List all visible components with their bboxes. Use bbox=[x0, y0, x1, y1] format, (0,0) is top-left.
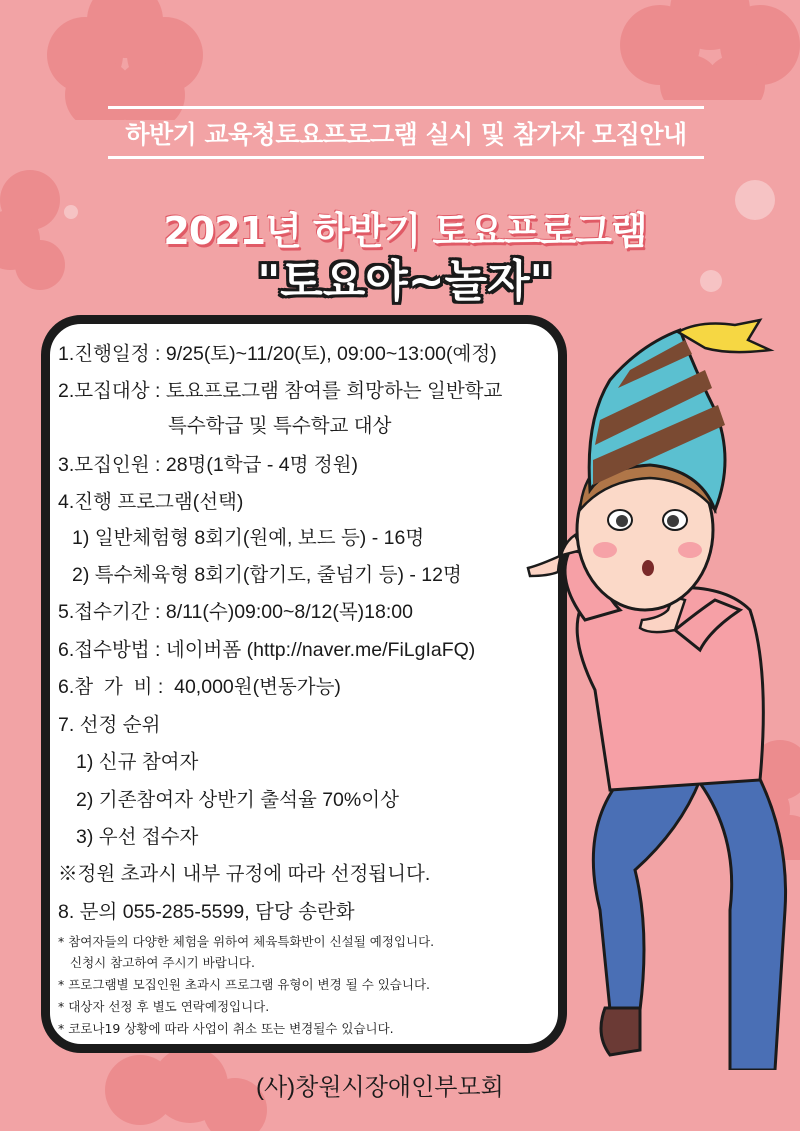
header-top-rule bbox=[108, 106, 704, 109]
fee-line: 6.참 가 비 : 40,000원(변동가능) bbox=[58, 676, 341, 698]
header-title: 하반기 교육청토요프로그램 실시 및 참가자 모집안내 bbox=[125, 120, 687, 149]
footnote-3: * 대상자 선정 후 별도 연락예정입니다. bbox=[58, 999, 270, 1014]
contact-line: 8. 문의 055-285-5599, 담당 송란화 bbox=[58, 901, 355, 923]
main-title: 2021년 하반기 토요프로그램 bbox=[163, 209, 647, 253]
program-option-1: 1) 일반체험형 8회기(원예, 보드 등) - 16명 bbox=[72, 527, 425, 549]
flower-decoration-top-left bbox=[40, 0, 210, 120]
selection-priority-1: 1) 신규 참여자 bbox=[76, 751, 199, 773]
application-period-line: 5.접수기간 : 8/11(수)09:00~8/12(목)18:00 bbox=[58, 601, 413, 623]
organization-name: (사)창원시장애인부모회 bbox=[256, 1074, 504, 1101]
target-line-continued: 특수학급 및 특수학교 대상 bbox=[168, 415, 392, 437]
schedule-line: 1.진행일정 : 9/25(토)~11/20(토), 09:00~13:00(예정) bbox=[58, 343, 497, 365]
footnote-1: * 참여자들의 다양한 체험을 위하여 체육특화반이 신설될 예정입니다. bbox=[58, 934, 435, 949]
flower-decoration-bottom-left bbox=[80, 1050, 280, 1131]
footnote-1-continued: 신청시 참고하여 주시기 바랍니다. bbox=[70, 955, 255, 970]
selection-note: ※정원 초과시 내부 규정에 따라 선정됩니다. bbox=[58, 863, 431, 885]
application-method-line: 6.접수방법 : 네이버폼 (http://naver.me/FiLgIaFQ) bbox=[58, 639, 476, 661]
program-name: "토요야~놀자" bbox=[257, 256, 553, 307]
selection-heading: 7. 선정 순위 bbox=[58, 714, 161, 736]
header-bottom-rule bbox=[108, 156, 704, 159]
program-heading: 4.진행 프로그램(선택) bbox=[58, 491, 244, 513]
footnote-4: * 코로나19 상황에 따라 사업이 취소 또는 변경될수 있습니다. bbox=[58, 1021, 394, 1036]
program-option-2: 2) 특수체육형 8회기(합기도, 줄넘기 등) - 12명 bbox=[72, 564, 462, 586]
mascot-character-illustration bbox=[500, 310, 800, 1070]
capacity-line: 3.모집인원 : 28명(1학급 - 4명 정원) bbox=[58, 454, 359, 476]
footnote-2: * 프로그램별 모집인원 초과시 프로그램 유형이 변경 될 수 있습니다. bbox=[58, 977, 431, 992]
target-line: 2.모집대상 : 토요프로그램 참여를 희망하는 일반학교 bbox=[58, 380, 503, 402]
selection-priority-3: 3) 우선 접수자 bbox=[76, 826, 199, 848]
selection-priority-2: 2) 기존참여자 상반기 출석율 70%이상 bbox=[76, 789, 399, 811]
flower-decoration-top-right bbox=[620, 0, 800, 100]
